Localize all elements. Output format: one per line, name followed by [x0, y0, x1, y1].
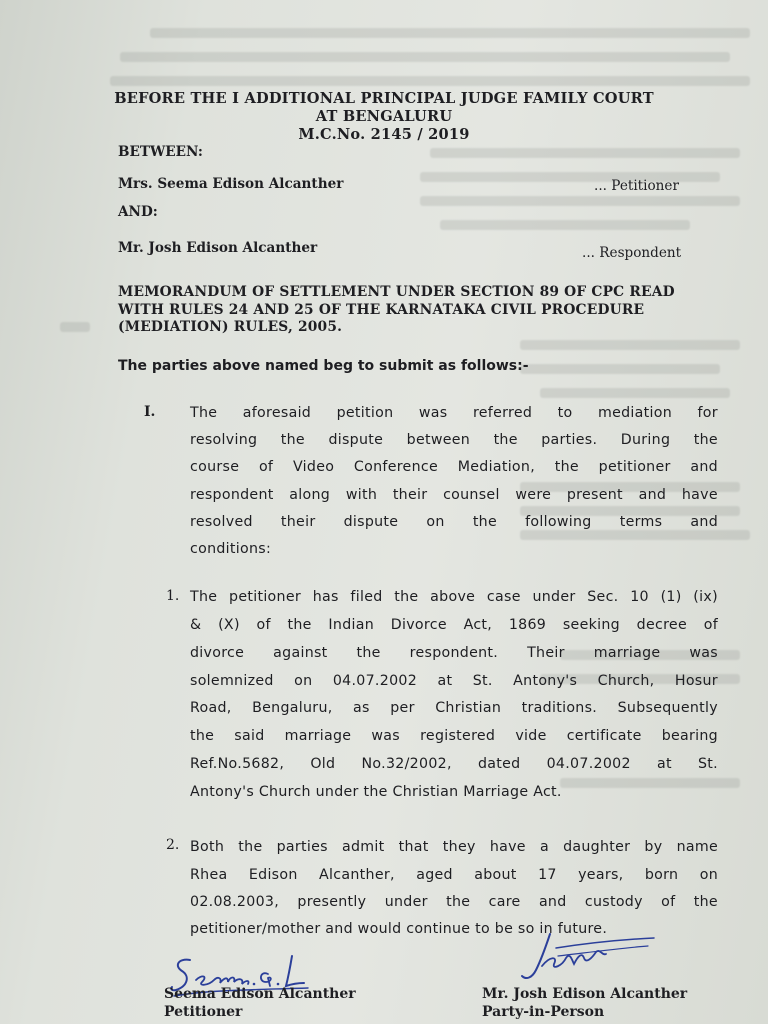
word: petition [336, 405, 394, 421]
court-name-heading: BEFORE THE I ADDITIONAL PRINCIPAL JUDGE FAMILY COURT [114, 90, 654, 107]
word: The [190, 405, 218, 421]
word: and [690, 459, 718, 475]
word: care [488, 894, 521, 910]
word: at [656, 756, 672, 772]
word: of [703, 617, 718, 633]
word: Mediation, [457, 459, 536, 475]
word: Old [310, 756, 336, 772]
word: 10 [630, 589, 649, 605]
and-label: AND: [118, 204, 158, 220]
word: on [426, 514, 445, 530]
word: the [287, 617, 312, 633]
paragraph-line [190, 700, 718, 716]
word: Bengaluru, [252, 700, 333, 716]
word: was [418, 405, 448, 421]
word: under [384, 894, 428, 910]
word: 04.07.2002 [332, 673, 418, 689]
petitioner-signatory-role: Petitioner [164, 1004, 243, 1020]
paragraph-line [190, 514, 718, 530]
word: solemnized [190, 673, 274, 689]
word: resolved [190, 514, 253, 530]
word: decree [636, 617, 687, 633]
word: the [190, 728, 215, 744]
word: marriage [593, 645, 661, 661]
word: aged [416, 867, 453, 883]
word: their [392, 487, 428, 503]
word: on [294, 673, 313, 689]
paragraph-line [190, 487, 718, 503]
word: petitioner [598, 459, 671, 475]
word: Ref.No.5682, [190, 756, 285, 772]
word: were [515, 487, 552, 503]
word: between [406, 432, 471, 448]
word: dispute [343, 514, 399, 530]
word: present [566, 487, 623, 503]
word: terms [619, 514, 663, 530]
word: against [273, 645, 328, 661]
word: Video [292, 459, 335, 475]
word: of [256, 617, 271, 633]
clause-2-number: 2. [166, 837, 180, 853]
word: the [280, 432, 305, 448]
word: daughter [563, 839, 631, 855]
respondent-name: Mr. Josh Edison Alcanther [118, 240, 318, 256]
word: bearing [661, 728, 718, 744]
paragraph-last-line: Antony's Church under the Christian Marriage Act. [190, 784, 562, 800]
word: their [280, 514, 316, 530]
word: name [676, 839, 718, 855]
word: Road, [190, 700, 232, 716]
memo-title-line-3: (MEDIATION) RULES, 2005. [118, 319, 343, 335]
word: has [312, 589, 339, 605]
paragraph-line [190, 728, 718, 744]
petitioner-name: Mrs. Seema Edison Alcanther [118, 176, 344, 192]
word: certificate [566, 728, 642, 744]
word: Hosur [674, 673, 718, 689]
word: Rhea [190, 867, 228, 883]
word: dated [477, 756, 521, 772]
paragraph-last-line: petitioner/mother and would continue to be so in future. [190, 921, 608, 937]
word: the [394, 589, 419, 605]
word: St. [472, 673, 493, 689]
word: Edison [248, 867, 298, 883]
respondent-signatory-name: Mr. Josh Edison Alcanther [482, 986, 688, 1002]
paragraph-line [190, 589, 718, 605]
word: respondent [190, 487, 274, 503]
word: following [525, 514, 592, 530]
clause-1-number: 1. [166, 588, 180, 604]
word: seeking [562, 617, 620, 633]
word: per [390, 700, 415, 716]
paragraph-line [190, 459, 718, 475]
word: Conference [353, 459, 438, 475]
word: custody [584, 894, 643, 910]
word: Their [527, 645, 565, 661]
word: dispute [328, 432, 384, 448]
word: St. [697, 756, 718, 772]
word: vide [515, 728, 547, 744]
word: respondent. [409, 645, 499, 661]
word: they [442, 839, 476, 855]
respondent-signatory-role: Party-in-Person [482, 1004, 605, 1020]
word: resolving [190, 432, 258, 448]
word: 17 [538, 867, 557, 883]
word: the [693, 432, 718, 448]
word: as [353, 700, 370, 716]
word: parties [276, 839, 328, 855]
word: of [661, 894, 676, 910]
word: Indian [328, 617, 375, 633]
paragraph-line [190, 867, 718, 883]
paragraph-last-line: conditions: [190, 541, 272, 557]
paragraph-line [190, 839, 718, 855]
word: have [489, 839, 526, 855]
word: case [486, 589, 521, 605]
word: the [238, 839, 263, 855]
word: petitioner [229, 589, 301, 605]
word: admit [342, 839, 385, 855]
paragraph-line [190, 756, 718, 772]
word: and [690, 514, 718, 530]
word: aforesaid [242, 405, 312, 421]
word: presently [297, 894, 367, 910]
case-number-heading: M.C.No. 2145 / 2019 [298, 126, 470, 143]
word: was [689, 645, 718, 661]
word: Alcanther, [319, 867, 395, 883]
word: the [493, 432, 518, 448]
memo-title-line-2: WITH RULES 24 AND 25 OF THE KARNATAKA CIVIL PROCEDURE [118, 302, 645, 318]
word: the [446, 894, 471, 910]
paragraph-line [190, 894, 718, 910]
word: the [554, 459, 579, 475]
word: for [697, 405, 718, 421]
word: with [345, 487, 378, 503]
petitioner-role: ... Petitioner [594, 178, 679, 194]
word: the [472, 514, 497, 530]
word: a [539, 839, 549, 855]
word: years, [578, 867, 624, 883]
court-location-heading: AT BENGALURU [315, 108, 453, 125]
word: that [398, 839, 429, 855]
word: about [474, 867, 517, 883]
word: Church, [597, 673, 655, 689]
word: divorce [190, 645, 245, 661]
word: the [693, 894, 718, 910]
word: by [644, 839, 663, 855]
word: Both [190, 839, 225, 855]
word: under [532, 589, 576, 605]
word: above [430, 589, 476, 605]
word: Christian [435, 700, 502, 716]
paragraph-line [190, 673, 718, 689]
section-numeral: I. [144, 404, 156, 420]
petitioner-signatory-name: Seema Edison Alcanther [164, 986, 356, 1002]
between-label: BETWEEN: [118, 144, 203, 160]
word: the [356, 645, 381, 661]
word: along [289, 487, 331, 503]
word: No.32/2002, [361, 756, 452, 772]
word: born [644, 867, 679, 883]
word: Subsequently [617, 700, 718, 716]
word: (ix) [693, 589, 718, 605]
word: have [681, 487, 718, 503]
word: referred [472, 405, 533, 421]
word: mediation [597, 405, 673, 421]
word: and [638, 487, 667, 503]
word: was [371, 728, 400, 744]
word: on [699, 867, 718, 883]
word: course [190, 459, 240, 475]
paragraph-line [190, 432, 718, 448]
word: at [437, 673, 453, 689]
word: During [620, 432, 671, 448]
paragraph-line [190, 645, 718, 661]
memo-title-line-1: MEMORANDUM OF SETTLEMENT UNDER SECTION 89 OF CPC READ [118, 284, 675, 300]
word: (X) [218, 617, 240, 633]
word: Divorce [390, 617, 447, 633]
intro-statement: The parties above named beg to submit as follows:- [118, 358, 529, 374]
word: 02.08.2003, [190, 894, 280, 910]
word: & [190, 617, 202, 633]
word: 1869 [508, 617, 547, 633]
respondent-role: ... Respondent [582, 245, 682, 261]
word: and [538, 894, 567, 910]
word: (1) [660, 589, 682, 605]
word: Act, [463, 617, 493, 633]
word: to [557, 405, 573, 421]
word: marriage [284, 728, 352, 744]
word: said [234, 728, 265, 744]
paragraph-line [190, 617, 718, 633]
word: filed [350, 589, 383, 605]
word: registered [420, 728, 496, 744]
word: counsel [443, 487, 500, 503]
word: 04.07.2002 [546, 756, 631, 772]
word: Antony's [513, 673, 578, 689]
word: The [190, 589, 218, 605]
word: traditions. [521, 700, 598, 716]
word: parties. [541, 432, 598, 448]
word: Sec. [587, 589, 619, 605]
paragraph-line [190, 405, 718, 421]
word: of [258, 459, 274, 475]
